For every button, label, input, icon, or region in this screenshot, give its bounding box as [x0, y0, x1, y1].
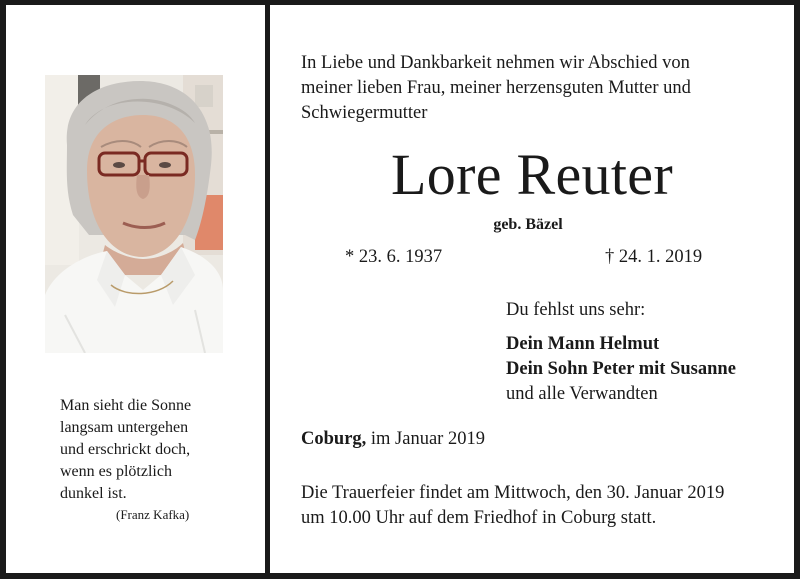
funeral-line: um 10.00 Uhr auf dem Friedhof in Coburg statt. [301, 508, 657, 528]
mourners-block [506, 298, 736, 407]
poem-line: langsam untergehen [60, 419, 189, 436]
deceased-name: Lore Reuter [391, 142, 673, 207]
intro-line: meiner lieben Frau, meiner herzensguten Mutter und [301, 78, 691, 98]
funeral-line: Die Trauerfeier findet am Mittwoch, den 30. Januar 2019 [301, 483, 725, 503]
place-date [301, 429, 485, 450]
maiden-name: geb. Bäzel [493, 216, 563, 233]
intro-text [301, 51, 771, 126]
intro-line: In Liebe und Dankbarkeit nehmen wir Abschied von [301, 53, 690, 73]
poem-line: wenn es plötzlich [60, 463, 172, 480]
poem-line: Man sieht die Sonne [60, 397, 192, 414]
mourners-intro: Du fehlst uns sehr: [506, 300, 646, 320]
mourner-line: Dein Sohn Peter mit Susanne [506, 359, 736, 379]
intro-line: Schwiegermutter [301, 103, 428, 123]
mourners-extra: und alle Verwandten [506, 384, 658, 404]
poem-line: und erschrickt doch, [60, 441, 191, 458]
place: Coburg, [301, 429, 367, 449]
date: im Januar 2019 [370, 429, 485, 449]
poem-line: dunkel ist. [60, 485, 127, 502]
death-date: † 24. 1. 2019 [605, 247, 703, 267]
poem-author: (Franz Kafka) [116, 507, 190, 522]
portrait-photo [45, 75, 223, 353]
column-divider [265, 0, 270, 579]
funeral-info [301, 481, 724, 531]
birth-date: * 23. 6. 1937 [345, 247, 443, 267]
poem [60, 395, 250, 505]
mourner-line: Dein Mann Helmut [506, 334, 660, 354]
